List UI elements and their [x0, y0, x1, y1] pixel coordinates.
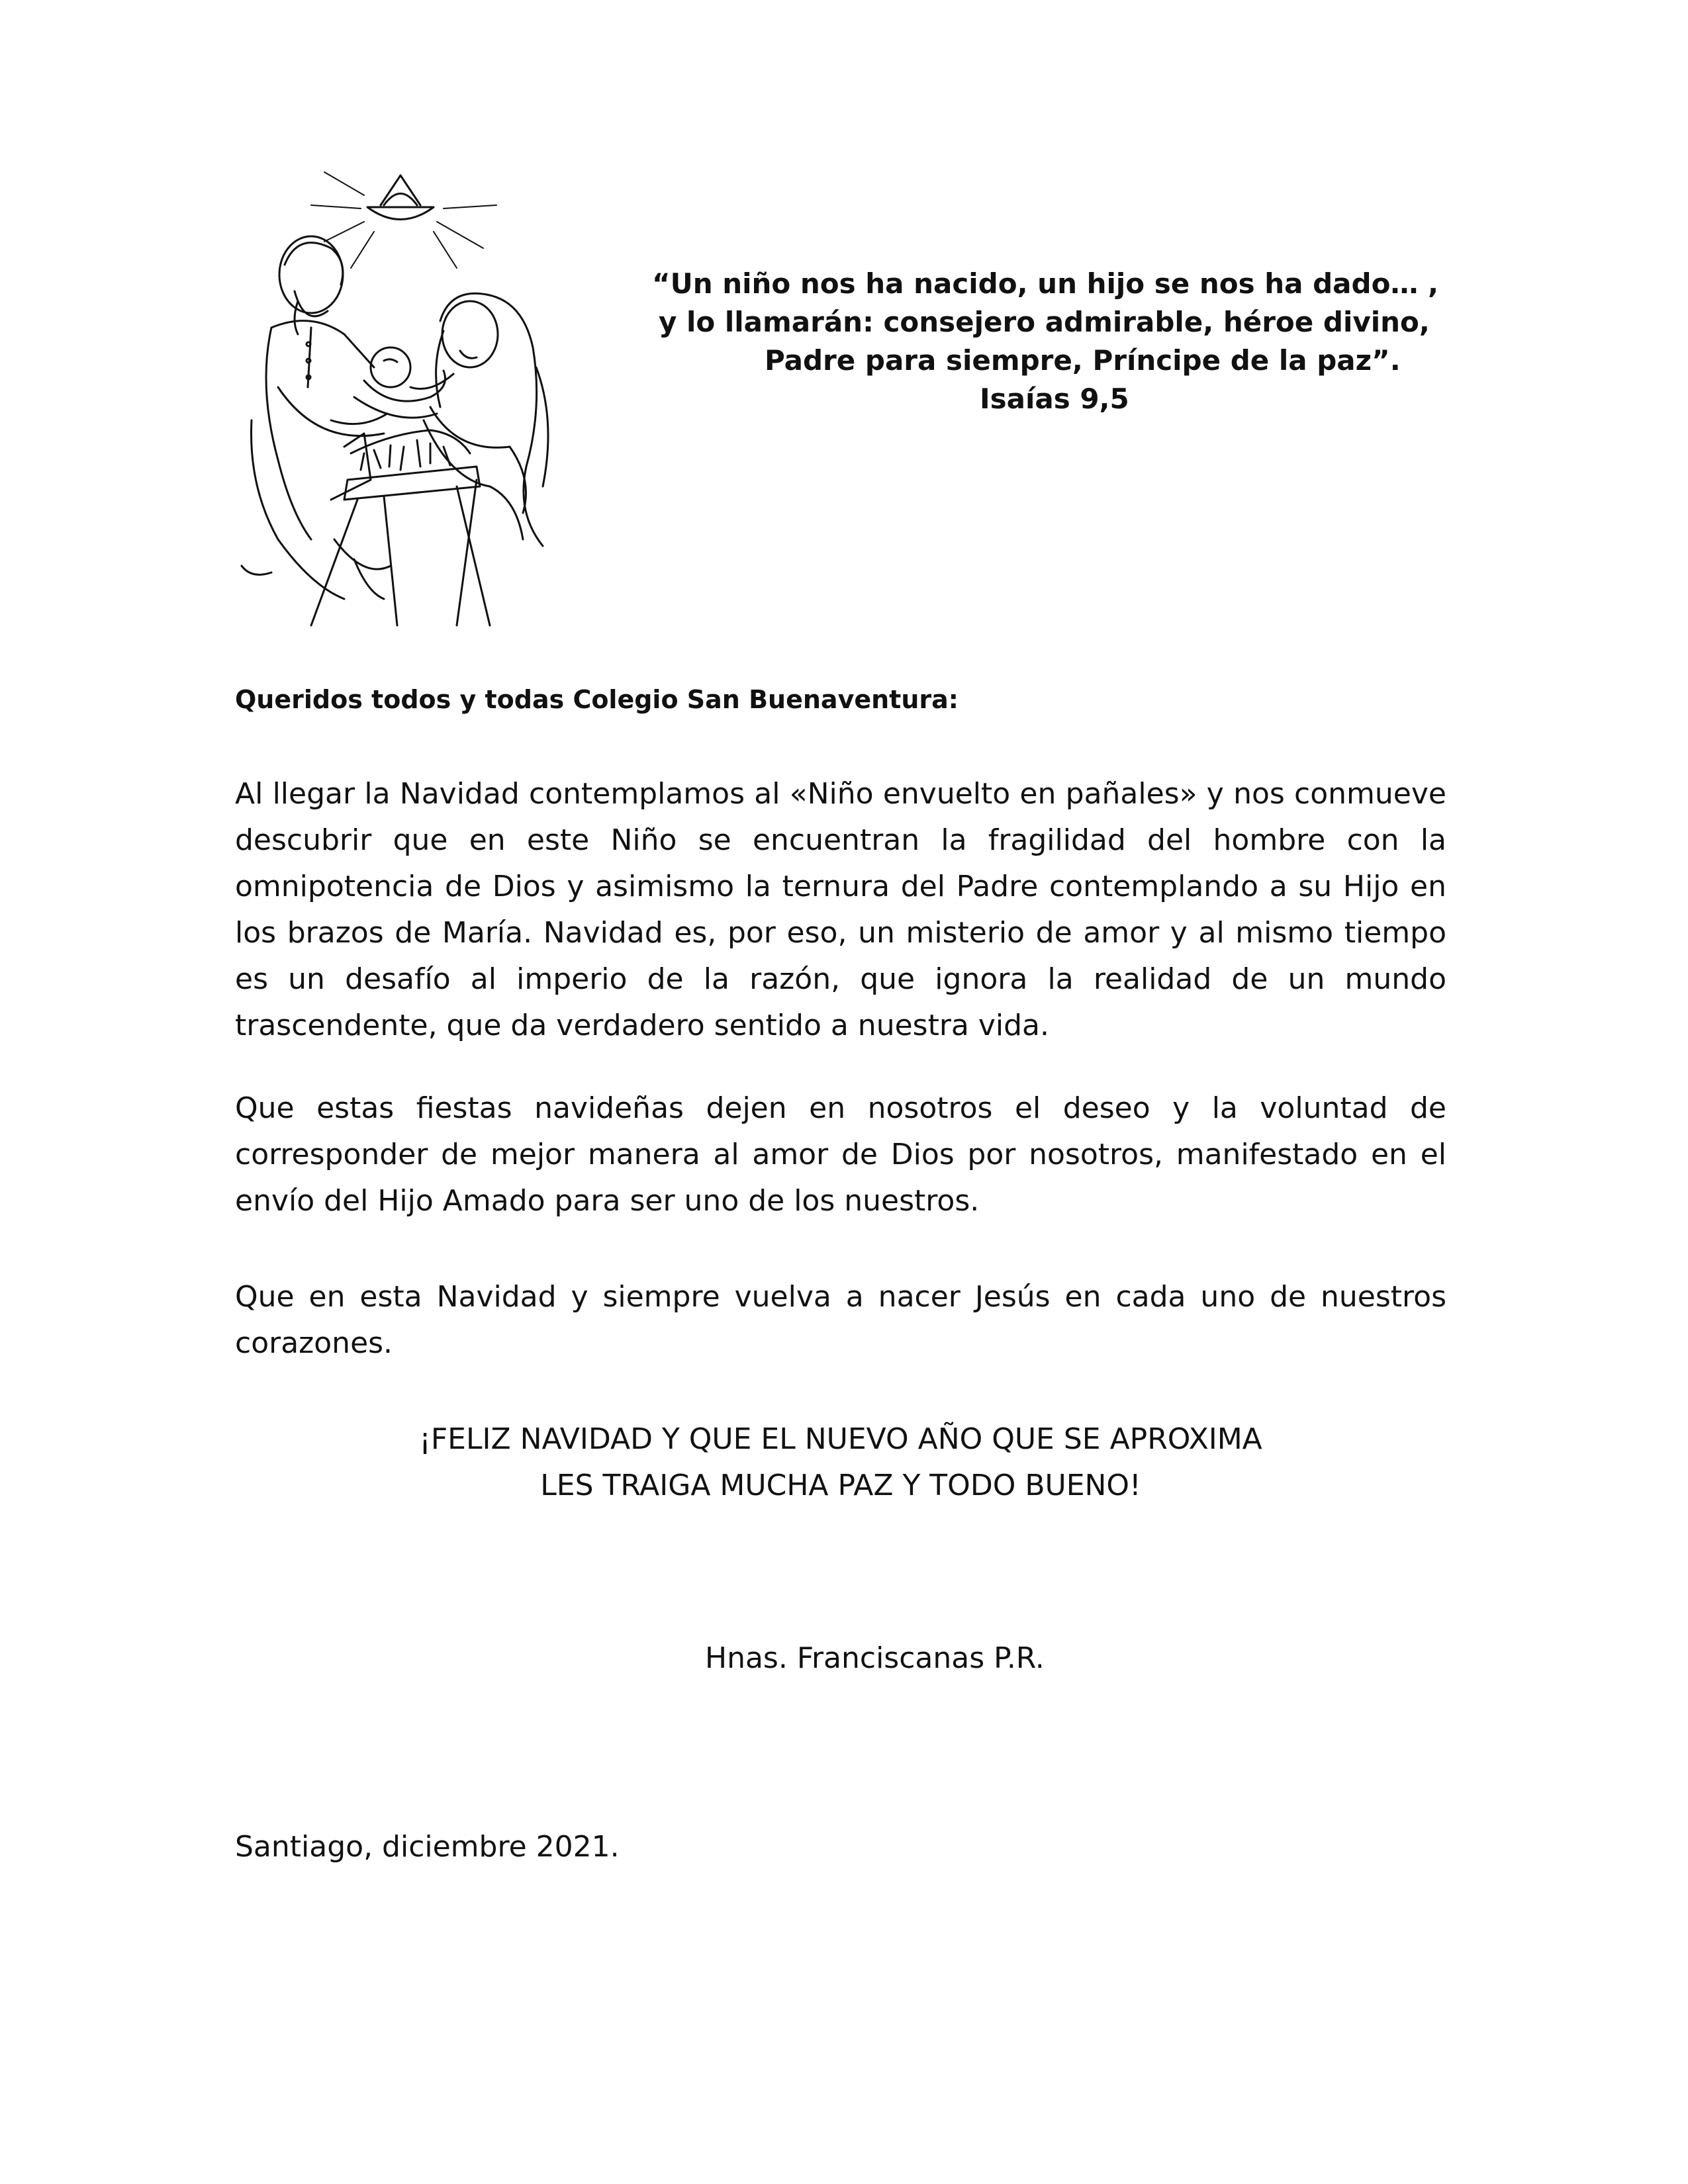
- mary-figure: [410, 293, 548, 546]
- quote-line-2: y lo llamarán: consejero admirable, héroe divino,: [659, 306, 1430, 338]
- hanging-lamp-icon: [367, 175, 434, 220]
- scripture-quote: [622, 265, 1439, 418]
- paragraph-3: Que en esta Navidad y siempre vuelva a nacer Jesús en cada uno de nuestros corazones.: [235, 1280, 1446, 1360]
- wish-line-2: LES TRAIGA MUCHA PAZ Y TODO BUENO!: [540, 1469, 1141, 1502]
- nativity-illustration: [232, 169, 576, 632]
- date-line: Santiago, diciembre 2021.: [235, 1830, 620, 1864]
- christmas-wish: [235, 1416, 1446, 1509]
- wish-line-1: ¡FELIZ NAVIDAD Y QUE EL NUEVO AÑO QUE SE APROXIMA: [419, 1422, 1262, 1456]
- joseph-figure: [242, 236, 387, 599]
- quote-line-3: Padre para siempre, Príncipe de la paz”.: [765, 344, 1401, 377]
- quote-line-1: “Un niño nos ha nacido, un hijo se nos ha dado… ,: [652, 267, 1439, 300]
- paragraph-2: Que estas fiestas navideñas dejen en nosotros el deseo y la voluntad de corresponder de mejor manera al amor de Dios por nosotros, manifestado en el envío del Hijo Amado para ser uno de los nuestros.: [235, 1091, 1446, 1218]
- greeting: Queridos todos y todas Colegio San Buenaventura:: [235, 685, 959, 714]
- signature: Hnas. Franciscanas P.R.: [705, 1641, 1045, 1675]
- baby-figure: [354, 347, 445, 418]
- quote-reference: Isaías 9,5: [980, 383, 1129, 415]
- paragraph-1: Al llegar la Navidad contemplamos al «Niño envuelto en pañales» y nos conmueve descubrir que en este Niño se encuentran la fragilidad del hombre con la omnipotencia de Dios y asimismo la ternura del Padre contemplando a su Hijo en los brazos de María. Navidad es, por eso, un misterio de amor y al mismo tiempo es un desafío al imperio de la razón, que ignora la realidad de un mundo trascendente, que da verdadero sentido a nuestra vida.: [235, 777, 1446, 1042]
